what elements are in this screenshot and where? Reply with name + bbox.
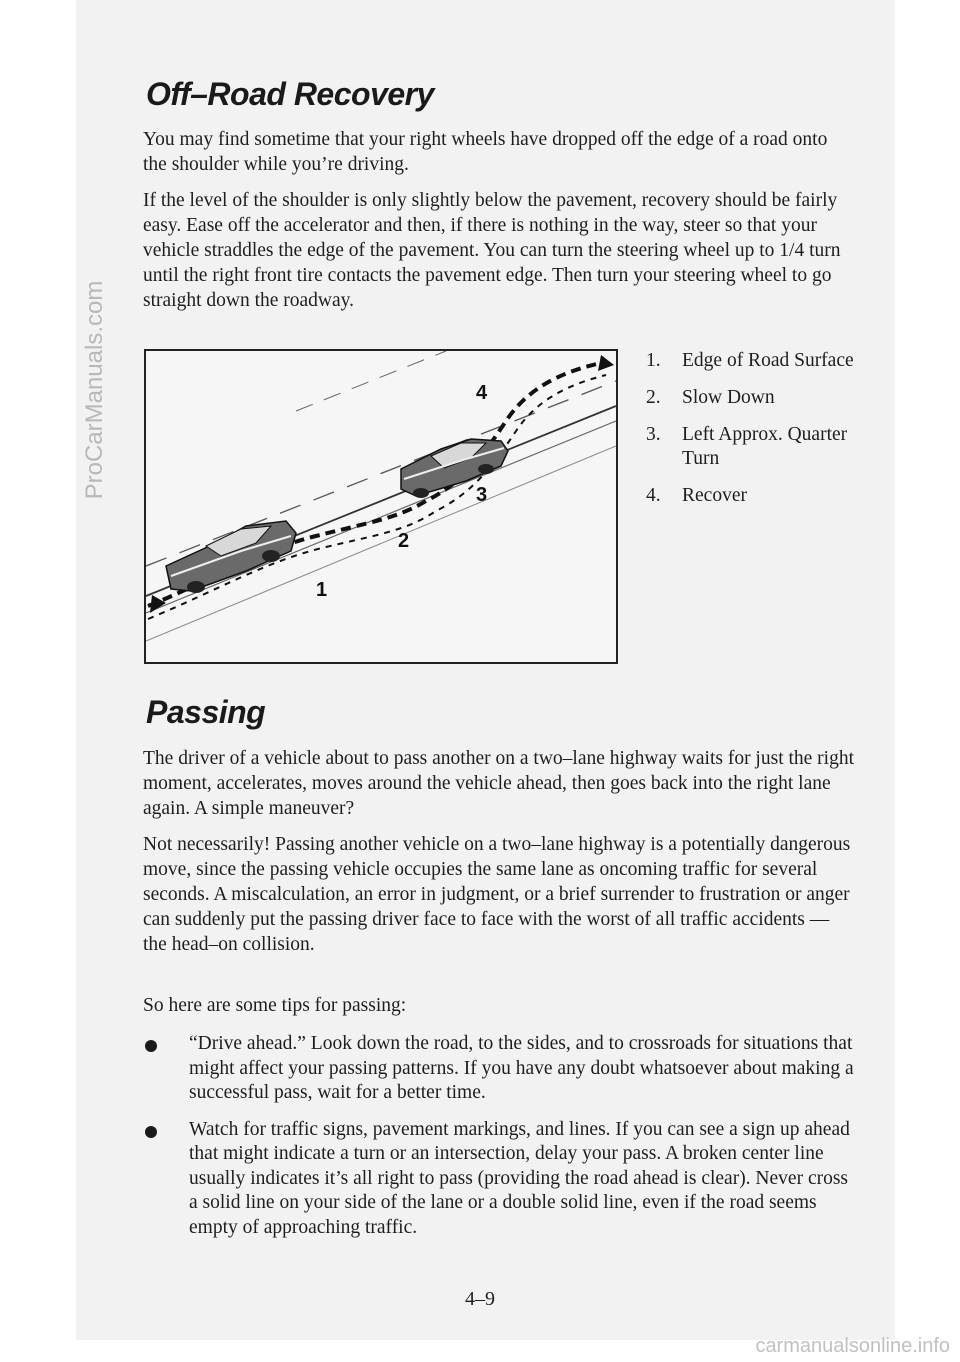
legend-item [646,423,876,471]
list-item-text: “Drive ahead.” Look down the road, to the sides, and to crossroads for situations that might affect your passing patterns. If you have any doubt whatsoever about making a successful pass, wait for a better time. [189,1033,854,1103]
offroad-heading: Off–Road Recovery [146,76,434,112]
page-number: 4–9 [465,1288,495,1310]
shoulder-line [146,421,616,613]
illustration-legend [646,349,876,521]
car-2-icon [401,439,508,498]
callout-1: 1 [316,579,328,601]
callout-2: 2 [398,530,410,552]
legend-number: 2. [646,387,661,408]
bullet-icon [145,1040,157,1052]
far-lane-line [296,351,446,411]
legend-text: Edge of Road Surface [682,350,854,371]
legend-number: 4. [646,485,661,506]
legend-number: 1. [646,350,661,371]
list-item [143,1118,855,1241]
passing-paragraph-2: Not necessarily! Passing another vehicle on a two–lane highway is a potentially dangerous move, since the passing vehicle occupies the same lane as oncoming traffic for several seconds. A miscalculation, an error in judgment, or a brief surrender to frustration or anger can suddenly put the passing driver face to face with the worst of all traffic accidents — the head–on collision. [143,834,851,955]
callout-3: 3 [476,484,488,506]
legend-item [646,349,876,373]
path-arrowhead [598,355,614,371]
legend-text: Left Approx. Quarter Turn [682,424,848,469]
road-diagram [146,351,616,662]
offroad-paragraph-1: You may find sometime that your right wheels have dropped off the edge of a road onto the shoulder while you’re driving. [143,129,828,175]
legend-text: Recover [682,485,747,506]
passing-heading: Passing [146,694,266,730]
legend-number: 3. [646,424,661,445]
list-item-text: Watch for traffic signs, pavement markings, and lines. If you can see a sign up ahead that might indicate a turn or an intersection, delay your pass. A broken center line usually indicates it’s all right to pass (providing the road ahead is clear). Never cross a solid line on your side of the lane or a double solid line, even if the road seems empty of approaching traffic. [189,1118,850,1238]
legend-item [646,484,876,508]
list-item [143,1032,855,1106]
legend-item [646,386,876,410]
passing-paragraph-1: The driver of a vehicle about to pass another on a two–lane highway waits for just the right moment, accelerates, moves around the vehicle ahead, then goes back into the right lane again. A simple maneuver? [143,748,855,819]
bottom-watermark: carmanualsonline.info [755,1335,950,1357]
legend-text: Slow Down [682,387,775,408]
passing-paragraph-3: So here are some tips for passing: [143,995,407,1016]
bullet-icon [145,1126,157,1138]
car-1-icon [166,521,296,593]
offroad-paragraph-2: If the level of the shoulder is only slightly below the pavement, recovery should be fairly easy. Ease off the accelerator and then, if there is nothing in the way, steer so that your vehicle straddles the edge of the pavement. You can turn the steering wheel up to 1/4 turn until the right front tire contacts the pavement edge. Then turn your steering wheel to go straight down the roadway. [143,190,841,311]
center-line [146,381,616,566]
passing-tips-list [143,1032,855,1252]
offroad-recovery-illustration [144,349,618,664]
callout-4: 4 [476,382,488,404]
